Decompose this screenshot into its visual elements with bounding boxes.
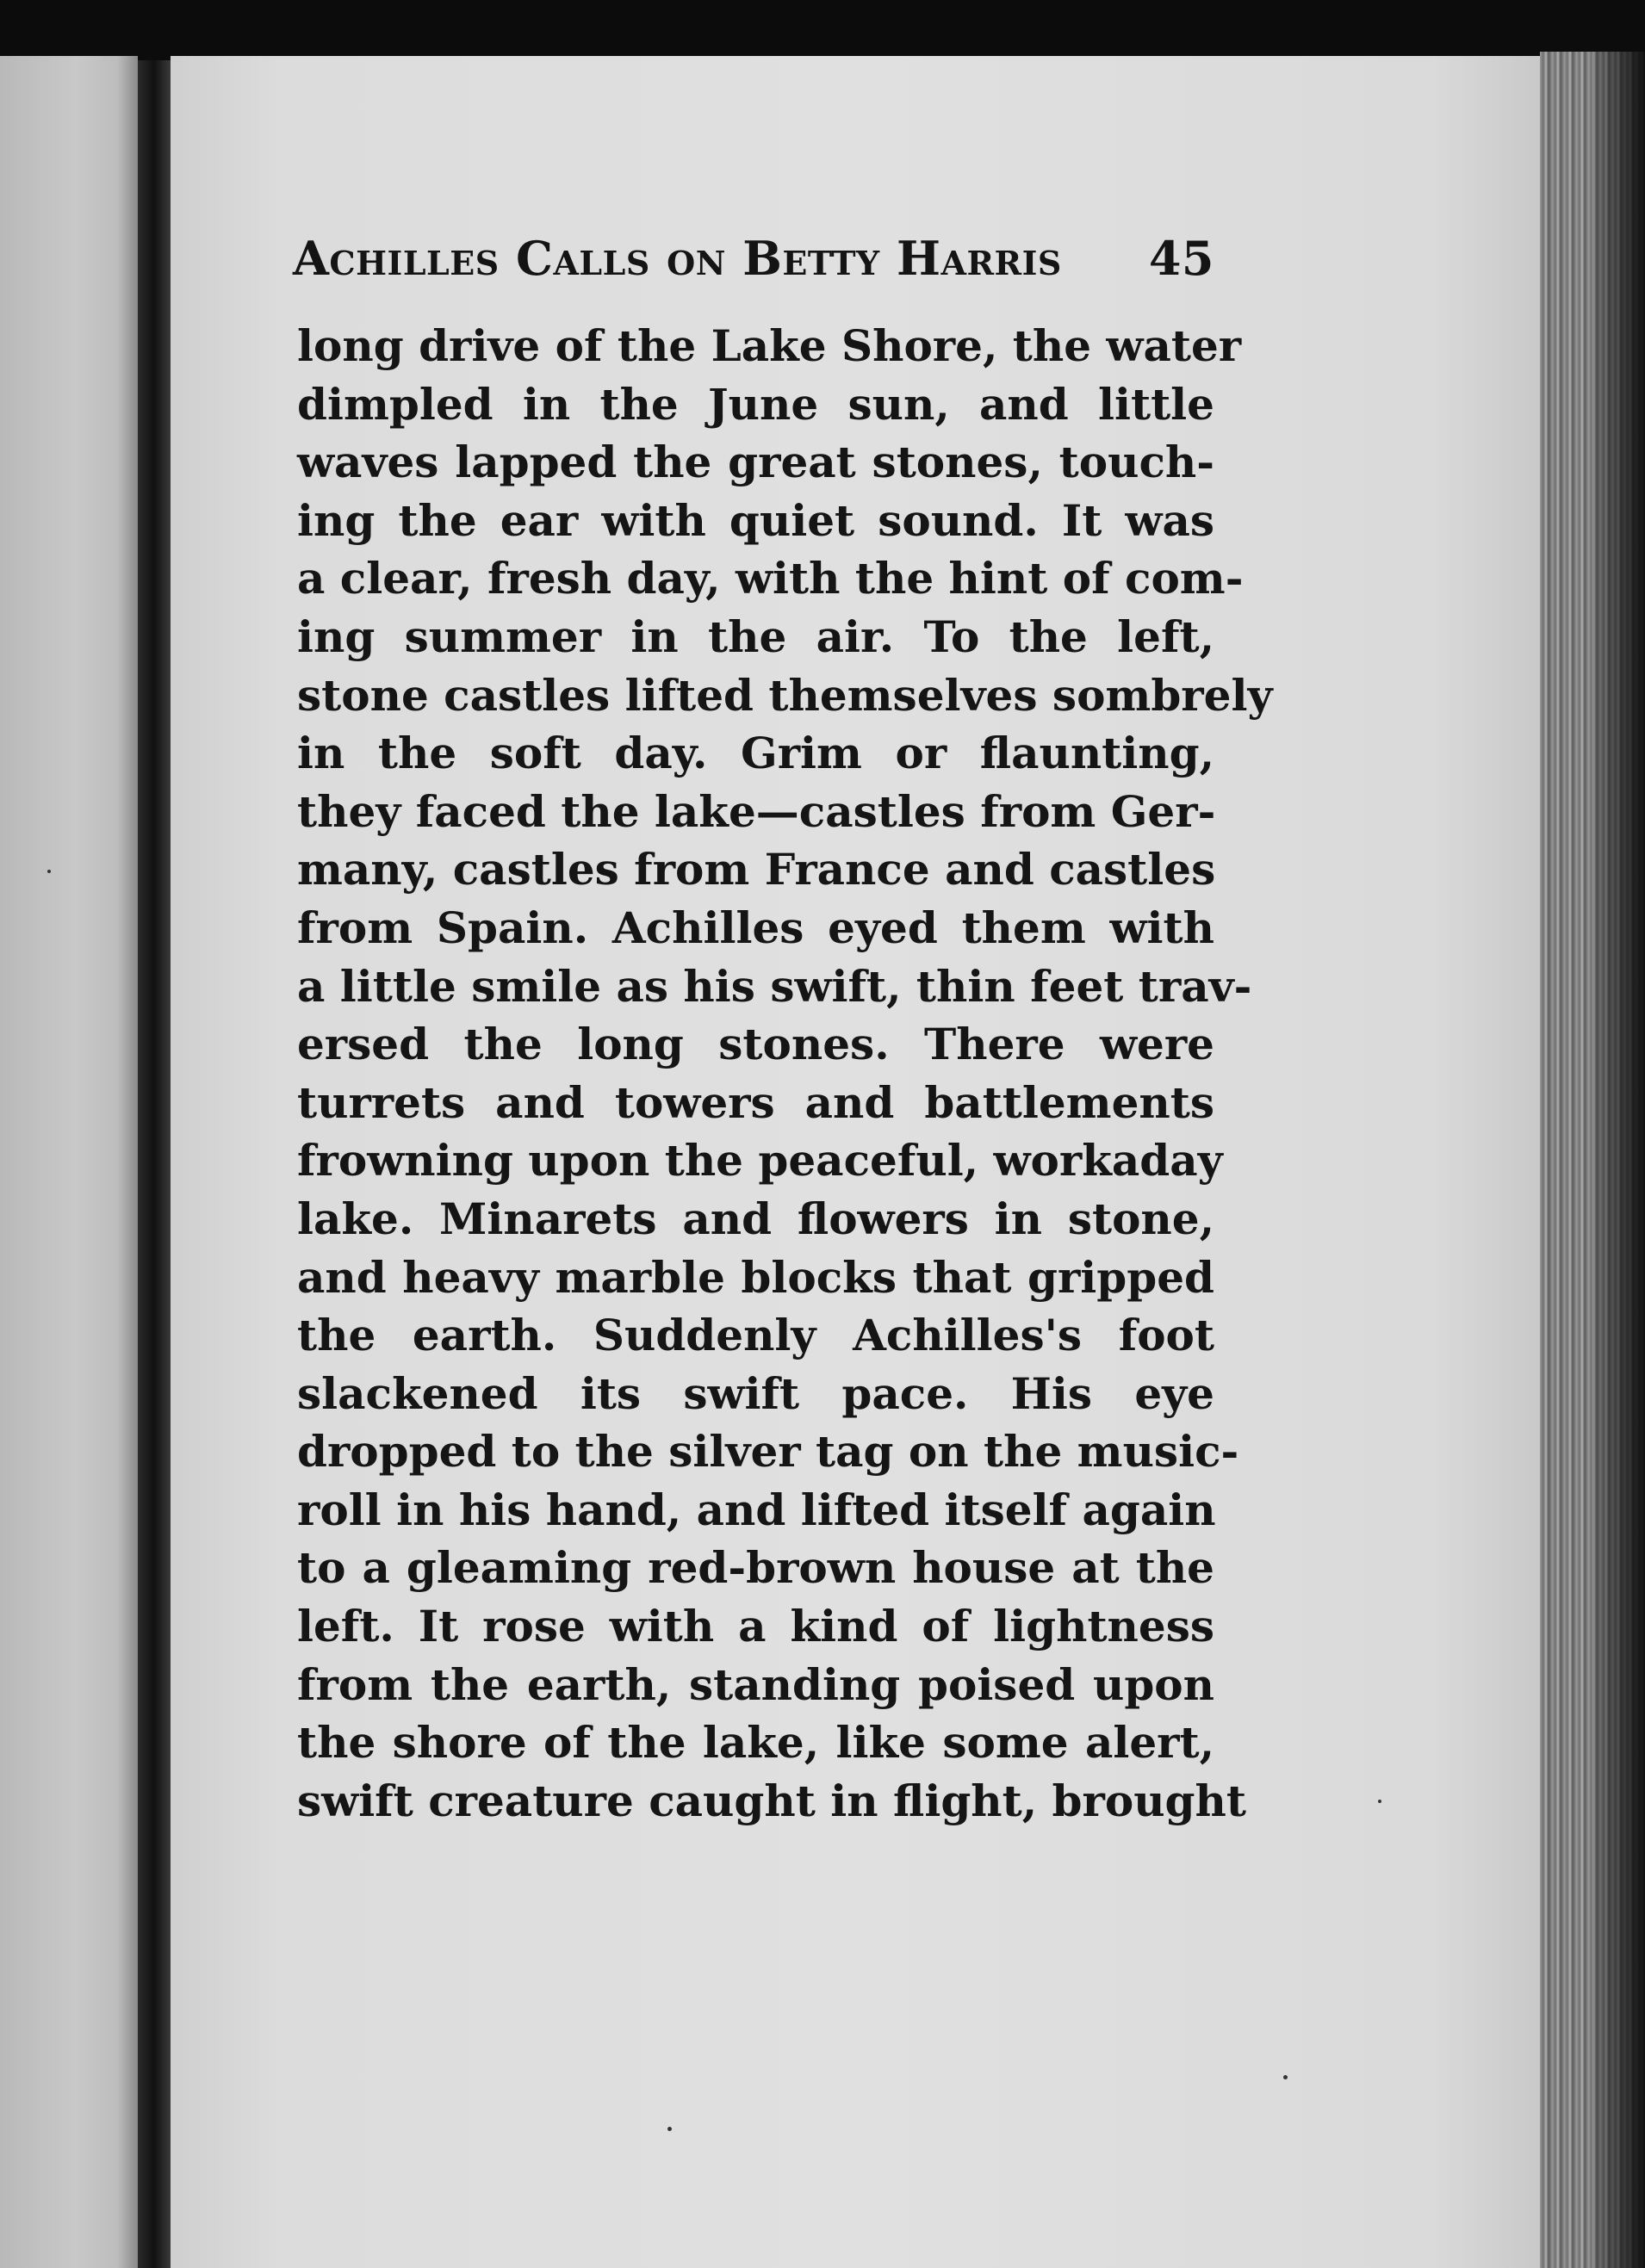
text-line: in the soft day. Grim or flaunting, <box>297 728 1214 779</box>
page-number: 45 <box>1148 231 1214 286</box>
text-line: roll in his hand, and lifted itself again <box>297 1484 1216 1535</box>
text-line: stone castles lifted themselves sombrely <box>297 669 1273 721</box>
book-binding-gutter <box>138 60 171 2268</box>
text-line: ing summer in the air. To the left, <box>297 610 1214 662</box>
text-line: from the earth, standing poised upon <box>297 1658 1214 1710</box>
text-line: dimpled in the June sun, and little <box>297 378 1214 430</box>
text-line: swift creature caught in flight, brought <box>297 1775 1246 1826</box>
text-line: left. It rose with a kind of lightness <box>297 1601 1214 1652</box>
running-head <box>293 231 1214 291</box>
text-line: waves lapped the great stones, touch- <box>297 437 1214 488</box>
text-line: from Spain. Achilles eyed them with <box>297 902 1214 953</box>
text-line: they faced the lake—castles from Ger- <box>297 785 1216 837</box>
text-line: ing the ear with quiet sound. It was <box>297 494 1214 546</box>
paper-speck <box>47 870 51 873</box>
text-line: long drive of the Lake Shore, the water <box>297 320 1242 371</box>
text-line: a clear, fresh day, with the hint of com- <box>297 553 1244 604</box>
text-line: slackened its swift pace. His eye <box>297 1367 1214 1419</box>
paper-speck <box>1378 1800 1381 1803</box>
paper-speck <box>1283 2075 1288 2079</box>
text-line: the shore of the lake, like some alert, <box>297 1717 1214 1769</box>
text-line: lake. Minarets and flowers in stone, <box>297 1193 1214 1244</box>
text-line: dropped to the silver tag on the music- <box>297 1426 1239 1478</box>
text-line: a little smile as his swift, thin feet trav- <box>297 960 1252 1012</box>
page-stack-shadow <box>1593 52 1645 2268</box>
text-line: turrets and towers and battlements <box>297 1076 1214 1128</box>
body-text <box>297 317 1273 1830</box>
text-line: the earth. Suddenly Achilles's foot <box>297 1310 1214 1361</box>
text-line: frowning upon the peaceful, workaday <box>297 1135 1223 1187</box>
text-line: to a gleaming red-brown house at the <box>297 1542 1214 1594</box>
paper-speck <box>667 2127 672 2131</box>
text-line: many, castles from France and castles <box>297 844 1216 895</box>
chapter-title: Achilles Calls on Betty Harris <box>293 231 1062 286</box>
previous-page-edge <box>0 56 138 2268</box>
text-line: and heavy marble blocks that gripped <box>297 1251 1214 1303</box>
text-line: ersed the long stones. There were <box>297 1019 1214 1070</box>
